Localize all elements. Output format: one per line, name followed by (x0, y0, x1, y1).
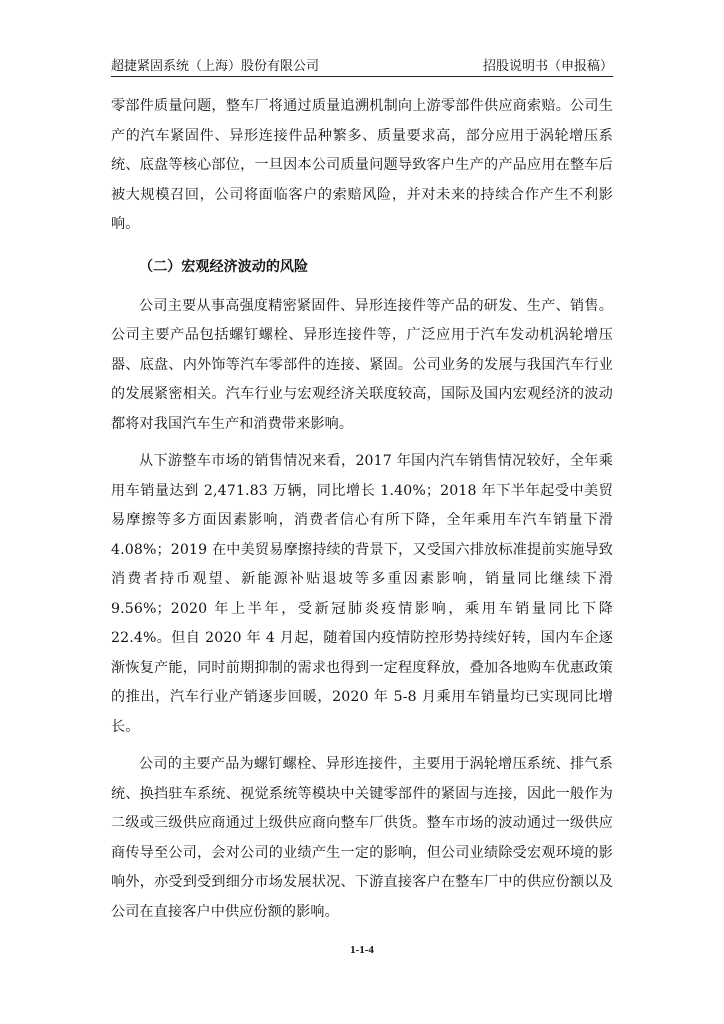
header-company-name: 超捷紧固系统（上海）股份有限公司 (111, 59, 320, 74)
paragraph-vehicle-market-sales: 从下游整车市场的销售情况来看，2017 年国内汽车销售情况较好，全年乘用车销量达到 2,471.83 万辆，同比增长 1.40%；2018 年下半年起受中美贸易摩擦等多方面因素影响，消费者信心有所下降，全年乘用车汽车销量下滑 4.08%；2019 在中美贸易摩擦持续的背景下，又受国六排放标准提前实施导致消费者持币观望、新能源补贴退坡等多重因素影响，销量同比继续下滑 9.56%；2020 年上半年，受新冠肺炎疫情影响，乘用车销量同比下降 22.4%。但自 2020 年 4 月起，随着国内疫情防控形势持续好转，国内车企逐渐恢复产能，同时前期抑制的需求也得到一定程度释放，叠加各地购车优惠政策的推出，汽车行业产销逐步回暖，2020 年 5-8 月乘用车销量均已实现同比增长。 (111, 453, 613, 735)
paragraph-main-products: 公司的主要产品为螺钉螺栓、异形连接件，主要用于涡轮增压系统、排气系统、换挡驻车系统、视觉系统等模块中关键零部件的紧固与连接，因此一般作为二级或三级供应商通过上级供应商向整车厂供货。整车市场的波动通过一级供应商传导至公司，会对公司的业绩产生一定的影响，但公司业绩除受宏观环境的影响外，亦受到受到细分市场发展状况、下游直接客户在整车厂中的供应份额以及公司在直接客户中供应份额的影响。 (111, 756, 613, 920)
paragraph-company-business: 公司主要从事高强度精密紧固件、异形连接件等产品的研发、生产、销售。公司主要产品包括螺钉螺栓、异形连接件等，广泛应用于汽车发动机涡轮增压器、底盘、内外饰等汽车零部件的连接、紧固。公司业务的发展与我国汽车行业的发展紧密相关。汽车行业与宏观经济关联度较高，国际及国内宏观经济的波动都将对我国汽车生产和消费带来影响。 (111, 297, 613, 432)
page-content (111, 92, 613, 927)
page-number: 1-1-4 (350, 944, 374, 956)
header-document-title: 招股说明书（申报稿） (482, 59, 613, 74)
section-heading: （二）宏观经济波动的风险 (139, 258, 309, 275)
paragraph-continued: 零部件质量问题，整车厂将通过质量追溯机制向上游零部件供应商索赔。公司生产的汽车紧固件、异形连接件品种繁多、质量要求高，部分应用于涡轮增压系统、底盘等核心部位，一旦因本公司质量问题导致客户生产的产品应用在整车后被大规模召回，公司将面临客户的索赔风险，并对未来的持续合作产生不利影响。 (111, 98, 613, 232)
page-header (111, 50, 613, 77)
